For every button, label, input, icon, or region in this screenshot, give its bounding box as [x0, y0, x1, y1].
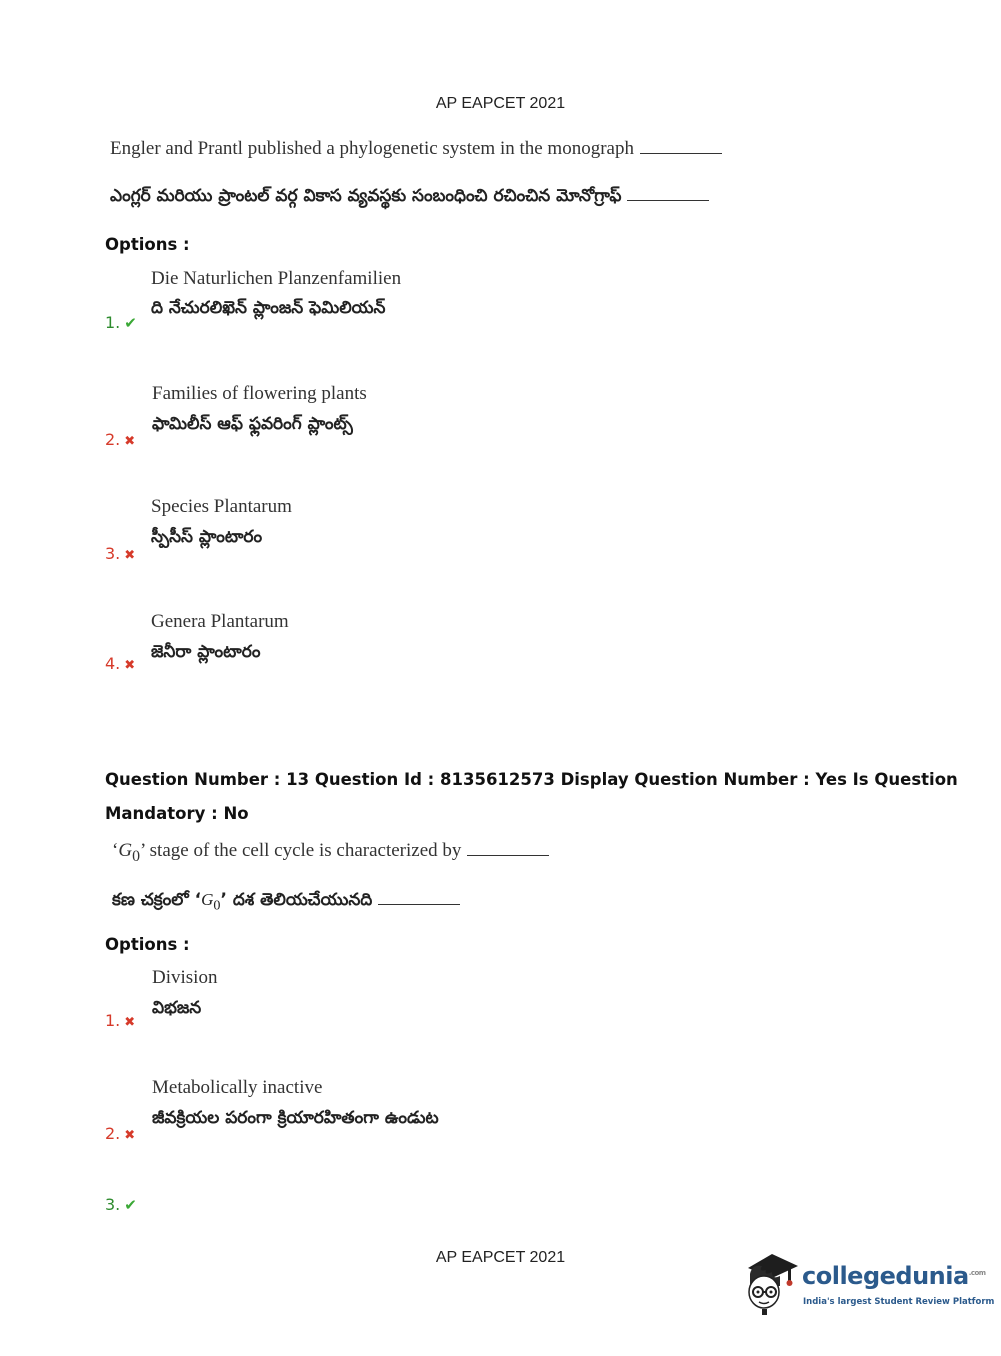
cross-icon: ✖ — [124, 1015, 136, 1030]
question-telugu-text: ఎంగ్లర్ మరియు ప్రాంటల్ వర్గ వికాస వ్యవస్థకు సంబంధించి రచించిన మోనోగ్రాఫ్ — [110, 186, 622, 206]
cross-icon: ✖ — [124, 658, 136, 673]
option-text-telugu: జెనీరా ప్లాంటారం — [151, 642, 261, 662]
cross-icon: ✖ — [124, 434, 136, 449]
cross-icon: ✖ — [124, 1128, 136, 1143]
option-number-label: 1. — [105, 1011, 121, 1030]
cross-icon: ✖ — [124, 548, 136, 563]
question-telugu-rest: ’ దశ తెలియచేయునది — [220, 890, 373, 910]
g-subscript: 0 — [132, 847, 140, 865]
options-label: Options : — [105, 235, 190, 254]
option-text-english: Die Naturlichen Planzenfamilien — [151, 268, 402, 289]
question-meta: Question Number : 13 Question Id : 8135612573 Display Question Number : Yes Is Question — [105, 770, 958, 789]
quote-open: ‘ — [112, 840, 119, 861]
answer-blank — [467, 854, 549, 856]
question-telugu-pre: కణ చక్రంలో ‘ — [112, 890, 202, 910]
brand-name: collegedunia — [802, 1262, 969, 1290]
brand-tagline: India's largest Student Review Platform — [803, 1297, 995, 1307]
answer-blank — [640, 152, 722, 154]
option-number-label: 3. — [105, 1195, 121, 1214]
option-number-label: 3. — [105, 544, 121, 563]
page-header: AP EAPCET 2021 — [435, 95, 566, 112]
question-text-english — [112, 840, 549, 866]
option-number-label: 2. — [105, 430, 121, 449]
option-number — [105, 654, 135, 673]
check-icon: ✔ — [124, 314, 137, 332]
option-text-english: Genera Plantarum — [151, 611, 289, 632]
option-number — [105, 1124, 135, 1143]
option-number-label: 1. — [105, 313, 121, 332]
option-number-label: 4. — [105, 654, 121, 673]
option-text-telugu: జీవక్రియల పరంగా క్రియారహితంగా ఉండుట — [152, 1108, 439, 1128]
option-number — [105, 313, 137, 332]
question-text-telugu — [112, 890, 460, 914]
question-text-english — [110, 138, 722, 160]
question-mandatory: Mandatory : No — [105, 804, 249, 823]
option-text-english: Division — [152, 967, 218, 988]
check-icon: ✔ — [124, 1196, 137, 1214]
g-symbol: G — [118, 840, 133, 861]
g-symbol: G — [201, 890, 214, 909]
g-subscript: 0 — [213, 897, 221, 914]
question-english-text: Engler and Prantl published a phylogenetic system in the monograph — [110, 138, 634, 159]
option-text-telugu: ఫామిలీస్ ఆఫ్ ఫ్లవరింగ్ ప్లాంట్స్ — [152, 414, 353, 434]
option-text-telugu: విభజన — [152, 998, 202, 1018]
option-text-english: Species Plantarum — [151, 496, 292, 517]
option-text-english: Families of flowering plants — [152, 383, 367, 404]
brand-suffix: .com — [968, 1269, 986, 1277]
mascot-logo-icon — [742, 1250, 804, 1316]
option-number — [105, 544, 135, 563]
option-number — [105, 430, 135, 449]
question-text-telugu — [110, 186, 709, 210]
option-text-telugu: స్పీసీస్ ప్లాంటారం — [151, 527, 263, 547]
answer-blank — [627, 199, 709, 201]
option-text-english: Metabolically inactive — [152, 1077, 323, 1098]
option-text-telugu: ది నేచురలిఖెన్ ప్లాంజన్ ఫెమిలియన్ — [151, 298, 386, 318]
option-number — [105, 1011, 135, 1030]
question-english-rest: ’ stage of the cell cycle is characterized by — [139, 840, 462, 861]
options-label: Options : — [105, 935, 190, 954]
page-footer: AP EAPCET 2021 — [435, 1249, 566, 1266]
option-number — [105, 1195, 137, 1214]
brand-logo-text — [802, 1262, 986, 1290]
answer-blank — [378, 903, 460, 905]
option-number-label: 2. — [105, 1124, 121, 1143]
